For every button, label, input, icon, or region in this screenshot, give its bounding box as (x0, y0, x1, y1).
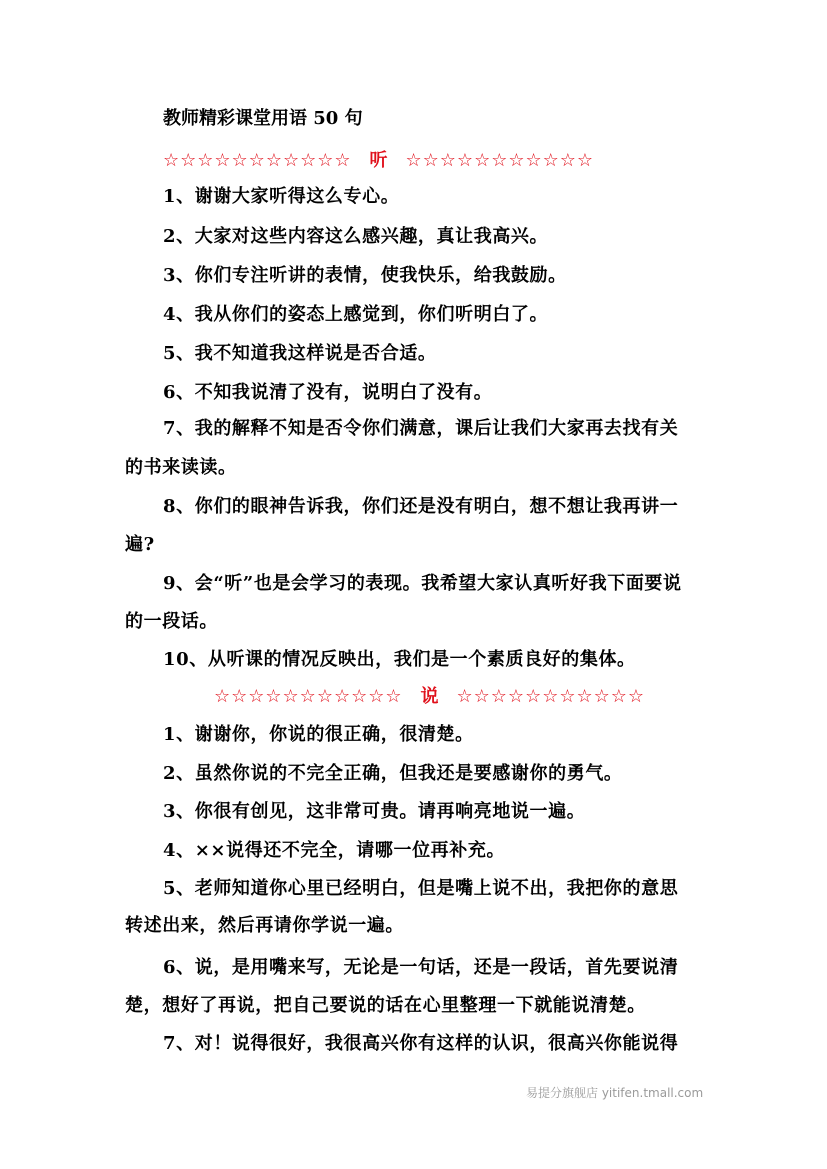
list-item-continuation: 楚，想好了再说，把自己要说的话在心里整理一下就能说清楚。 (125, 995, 646, 1016)
list-item: 2、虽然你说的不完全正确，但我还是要感谢你的勇气。 (163, 763, 623, 784)
list-item: 7、我的解释不知是否令你们满意，课后让我们大家再去找有关 (163, 418, 679, 439)
list-item: 3、你们专注听讲的表情，使我快乐，给我鼓励。 (163, 265, 567, 286)
list-item: 9、会“听”也是会学习的表现。我希望大家认真听好我下面要说 (163, 573, 682, 594)
list-item: 1、谢谢你，你说的很正确，很清楚。 (163, 724, 474, 745)
list-item: 4、我从你们的姿态上感觉到，你们听明白了。 (163, 304, 549, 325)
list-item: 4、××说得还不完全，请哪一位再补充。 (163, 840, 506, 861)
watermark: 易提分旗舰店 yitifen.tmall.com (526, 1086, 704, 1100)
section-label: 说 (420, 686, 439, 707)
list-item-continuation: 的书来读读。 (125, 457, 237, 478)
stars-right: ☆☆☆☆☆☆☆☆☆☆☆ (456, 686, 646, 707)
list-item-continuation: 转述出来，然后再请你学说一遍。 (125, 915, 404, 936)
section-header-speak (214, 682, 645, 708)
stars-left: ☆☆☆☆☆☆☆☆☆☆☆ (214, 686, 403, 707)
stars-left: ☆☆☆☆☆☆☆☆☆☆☆ (163, 150, 352, 171)
list-item: 1、谢谢大家听得这么专心。 (163, 186, 400, 207)
list-item: 3、你很有创见，这非常可贵。请再响亮地说一遍。 (163, 801, 586, 822)
section-label: 听 (369, 150, 388, 171)
list-item: 6、说，是用嘴来写，无论是一句话，还是一段话，首先要说清 (163, 957, 679, 978)
list-item: 6、不知我说清了没有，说明白了没有。 (163, 382, 493, 403)
list-item: 2、大家对这些内容这么感兴趣，真让我高兴。 (163, 226, 549, 247)
list-item-continuation: 的一段话。 (125, 611, 218, 632)
list-item: 5、我不知道我这样说是否合适。 (163, 343, 437, 364)
list-item: 8、你们的眼神告诉我，你们还是没有明白，想不想让我再讲一 (163, 496, 679, 517)
stars-right: ☆☆☆☆☆☆☆☆☆☆☆ (405, 150, 595, 171)
list-item-continuation: 遍? (125, 534, 155, 555)
list-item: 10、从听课的情况反映出，我们是一个素质良好的集体。 (163, 649, 636, 670)
section-header-listen (163, 146, 594, 172)
list-item: 7、对！说得很好，我很高兴你有这样的认识，很高兴你能说得 (163, 1033, 679, 1054)
list-item: 5、老师知道你心里已经明白，但是嘴上说不出，我把你的意思 (163, 878, 679, 899)
document-title: 教师精彩课堂用语 50 句 (163, 108, 363, 129)
